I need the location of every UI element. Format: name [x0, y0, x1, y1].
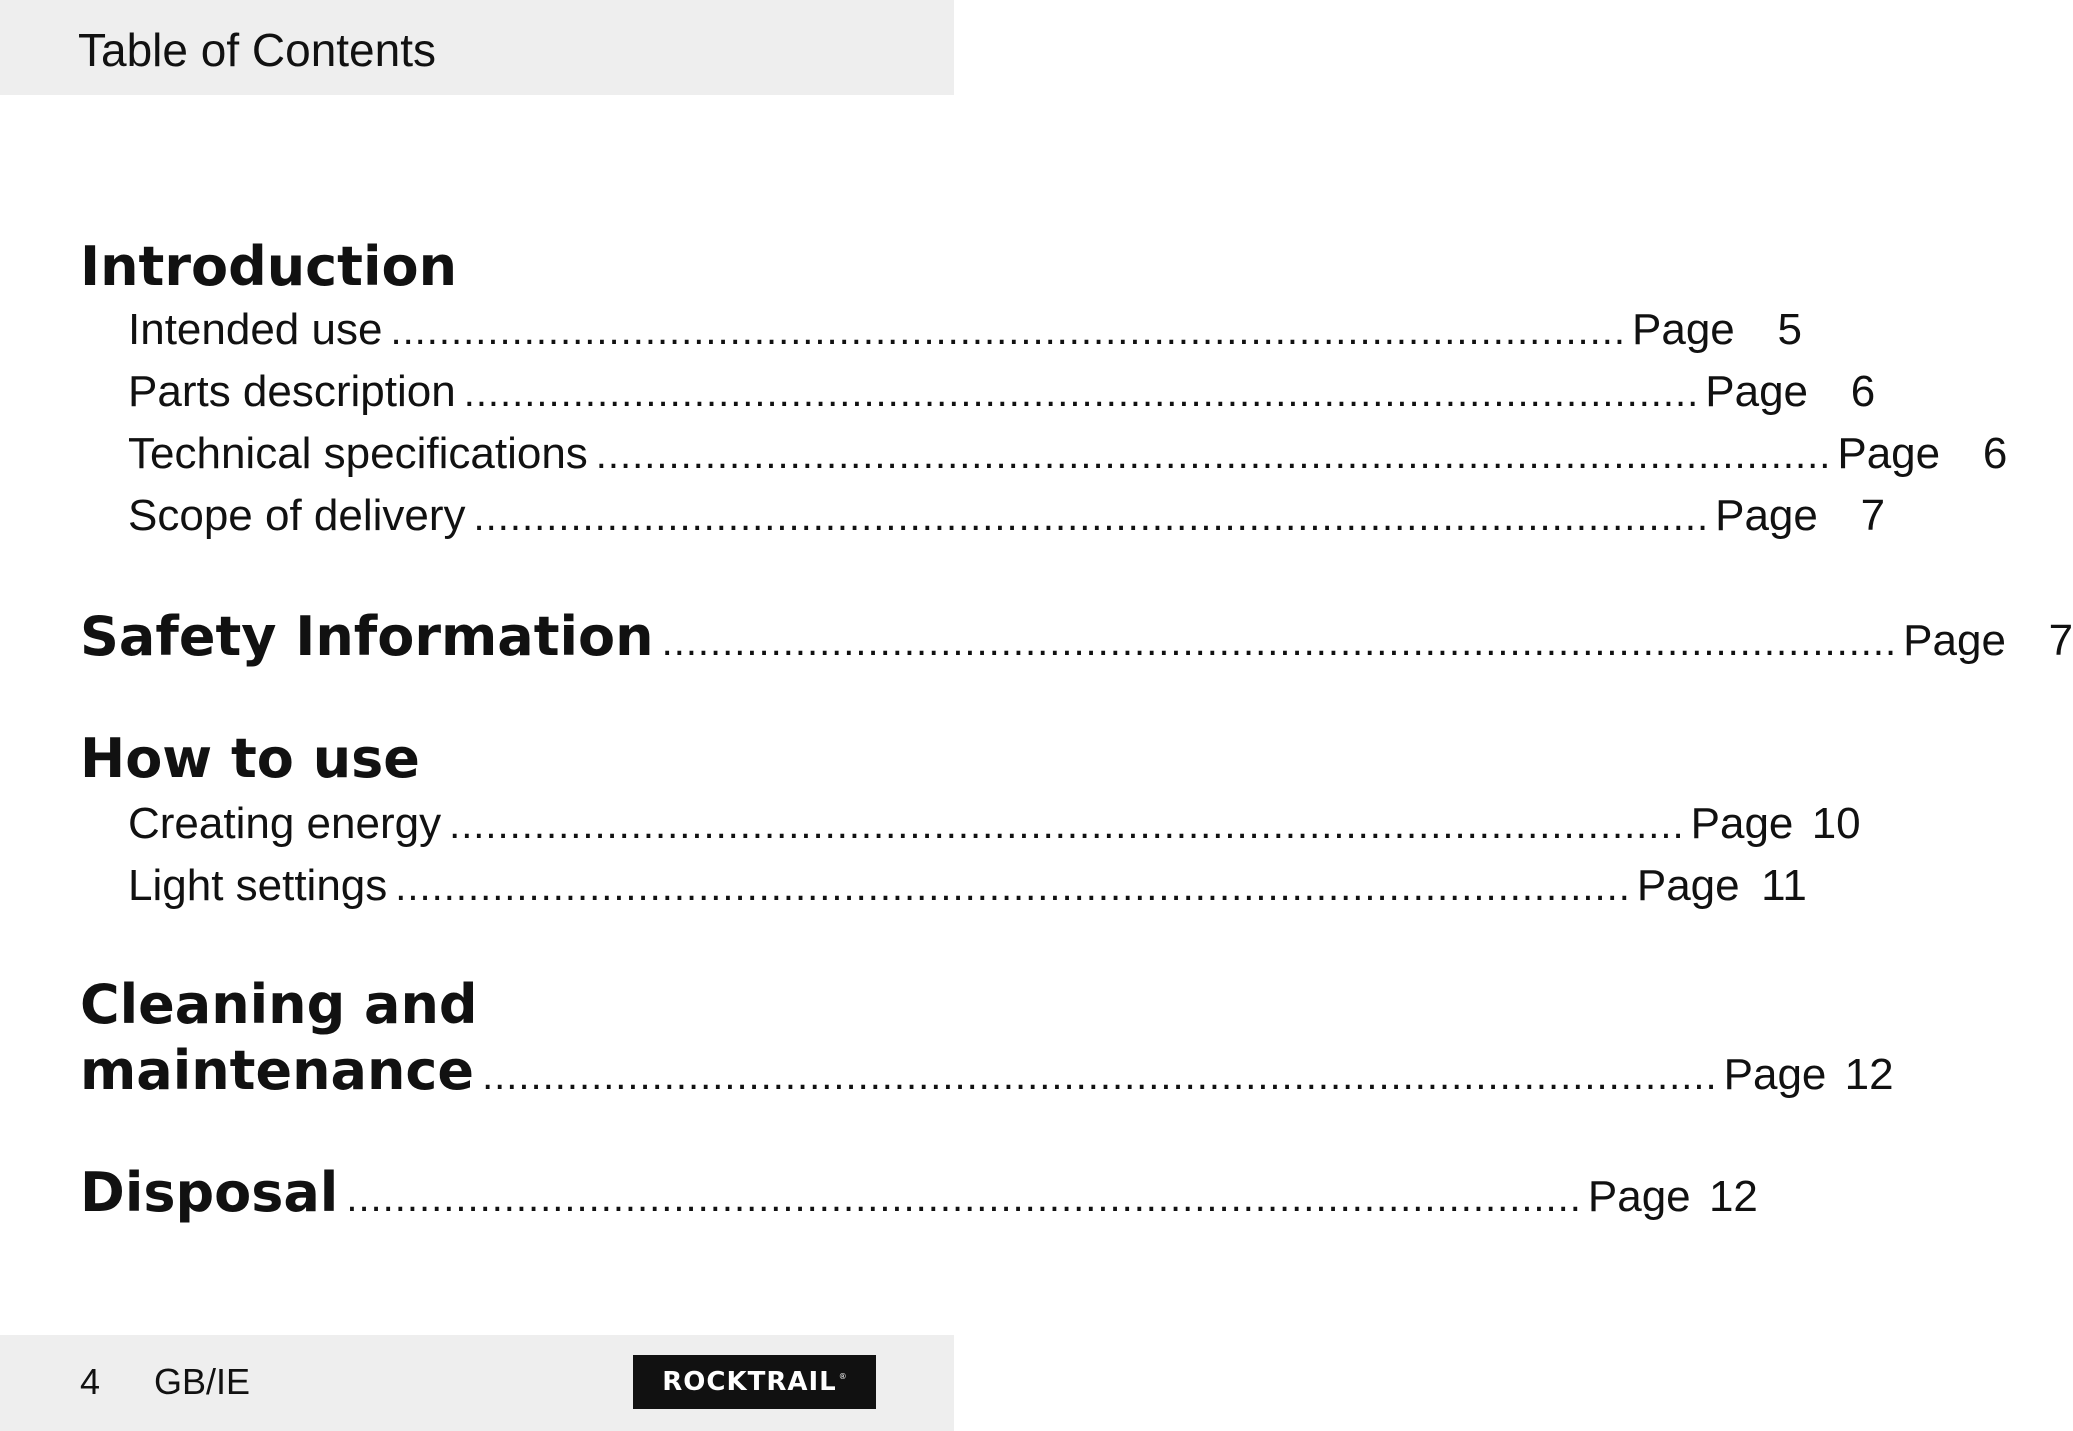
page-word: Page: [1705, 367, 1809, 416]
page-number: 12: [1708, 1172, 1758, 1221]
toc-entry-light-settings[interactable]: [128, 858, 1807, 914]
leader-dots: ......................................................................................................: [346, 1176, 1582, 1220]
footer-language: GB/IE: [154, 1361, 251, 1402]
toc-entry-label: Technical specifications: [128, 429, 588, 478]
toc-entry-intended-use[interactable]: [128, 302, 1803, 358]
toc-heading-cleaning-line2: maintenance: [80, 1039, 475, 1102]
page-word: Page: [1587, 1172, 1691, 1221]
toc-entry-label: Creating energy: [128, 799, 442, 848]
toc-entry-safety-information[interactable]: [80, 604, 2073, 670]
page-word: Page: [1636, 861, 1740, 910]
toc-entry-disposal[interactable]: [80, 1160, 1758, 1226]
toc-heading-safety-information: Safety Information: [80, 605, 654, 668]
page-number: 6: [1982, 429, 2008, 478]
page-number: 7: [1860, 491, 1886, 540]
page-word: Page: [1690, 799, 1794, 848]
toc-entry-cleaning-and-maintenance[interactable]: [80, 1038, 1894, 1104]
page-number: 11: [1761, 861, 1807, 910]
toc-entry-parts-description[interactable]: [128, 364, 1876, 420]
leader-dots: ......................................................................................................: [473, 495, 1710, 539]
leader-dots: ......................................................................................................: [390, 309, 1627, 353]
toc-entry-scope-of-delivery[interactable]: [128, 488, 1886, 544]
toc-heading-introduction: Introduction: [80, 235, 458, 298]
footer-page-number: 4: [80, 1361, 101, 1402]
page-number: 5: [1777, 305, 1803, 354]
logo-text: ROCKTRAIL: [662, 1367, 837, 1397]
toc-entry-label: Scope of delivery: [128, 491, 466, 540]
toc-heading-disposal: Disposal: [80, 1161, 339, 1224]
leader-dots: ......................................................................................................: [449, 803, 1685, 847]
leader-dots: ......................................................................................................: [463, 371, 1700, 415]
toc-entry-label: Parts description: [128, 367, 456, 416]
page-number: 10: [1811, 799, 1861, 848]
page-word: Page: [1723, 1050, 1827, 1099]
toc-entry-label: Light settings: [128, 861, 388, 910]
page-word: Page: [1632, 305, 1735, 354]
page-word: Page: [1715, 491, 1818, 540]
leader-dots: ......................................................................................................: [595, 433, 1832, 477]
page-word: Page: [1903, 616, 2006, 665]
page-number: 12: [1844, 1050, 1894, 1099]
rocktrail-logo: [633, 1355, 876, 1409]
toc-entry-technical-specifications[interactable]: [128, 426, 2008, 482]
leader-dots: ......................................................................................................: [395, 865, 1631, 909]
toc-entry-label: Intended use: [128, 305, 383, 354]
toc-heading-cleaning-line1: Cleaning and: [80, 973, 478, 1036]
registered-mark: ®: [838, 1371, 847, 1381]
leader-dots: ......................................................................................................: [482, 1054, 1718, 1098]
page-number: 7: [2048, 616, 2073, 665]
page-word: Page: [1837, 429, 1941, 478]
page-number: 6: [1850, 367, 1876, 416]
toc-heading-how-to-use: How to use: [80, 727, 420, 790]
toc-entry-creating-energy[interactable]: [128, 796, 1861, 852]
leader-dots: ......................................................................................................: [661, 620, 1898, 664]
header-title: Table of Contents: [78, 24, 437, 76]
